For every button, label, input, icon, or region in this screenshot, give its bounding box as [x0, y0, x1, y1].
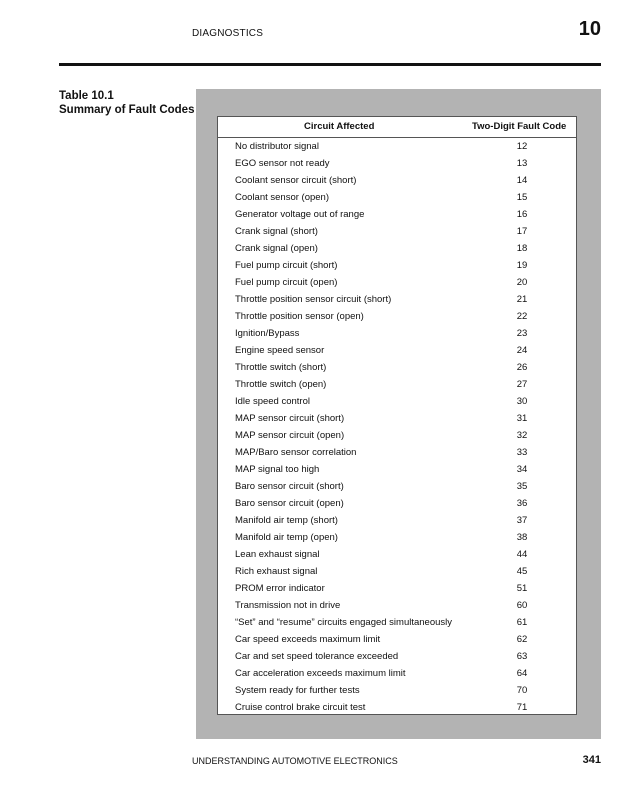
fault-code-cell: 26 — [516, 362, 528, 373]
circuit-cell: Baro sensor circuit (open) — [235, 498, 344, 509]
circuit-cell: Coolant sensor (open) — [235, 192, 329, 203]
table-row — [218, 291, 576, 308]
circuit-cell: Ignition/Bypass — [235, 328, 300, 339]
circuit-cell: MAP signal too high — [235, 464, 320, 475]
circuit-cell: Lean exhaust signal — [235, 549, 320, 560]
table-row — [218, 682, 576, 699]
table-row — [218, 699, 576, 716]
fault-code-cell: 20 — [516, 277, 528, 288]
circuit-cell: MAP sensor circuit (short) — [235, 413, 345, 424]
table-row — [218, 665, 576, 682]
page-number: 341 — [582, 754, 601, 766]
fault-code-cell: 14 — [516, 175, 528, 186]
table-row — [218, 580, 576, 597]
table-row — [218, 359, 576, 376]
circuit-cell: No distributor signal — [235, 141, 319, 152]
circuit-cell: EGO sensor not ready — [235, 158, 330, 169]
circuit-cell: Throttle position sensor (open) — [235, 311, 364, 322]
circuit-cell: PROM error indicator — [235, 583, 325, 594]
circuit-cell: Crank signal (short) — [235, 226, 318, 237]
fault-code-cell: 22 — [516, 311, 528, 322]
fault-code-cell: 13 — [516, 158, 528, 169]
table-row — [218, 648, 576, 665]
fault-code-cell: 60 — [516, 600, 528, 611]
circuit-cell: Transmission not in drive — [235, 600, 341, 611]
table-row — [218, 393, 576, 410]
table-row — [218, 563, 576, 580]
table-row — [218, 240, 576, 257]
fault-code-cell: 24 — [516, 345, 528, 356]
circuit-cell: Baro sensor circuit (short) — [235, 481, 344, 492]
table-row — [218, 155, 576, 172]
circuit-cell: “Set” and “resume” circuits engaged simultaneously — [235, 617, 453, 628]
fault-code-table — [217, 116, 577, 715]
table-row — [218, 529, 576, 546]
circuit-cell: Manifold air temp (short) — [235, 515, 338, 526]
fault-code-cell: 31 — [516, 413, 528, 424]
table-row — [218, 257, 576, 274]
running-head-title: DIAGNOSTICS — [192, 28, 264, 39]
circuit-cell: Crank signal (open) — [235, 243, 318, 254]
header-rule — [59, 63, 601, 66]
table-row — [218, 223, 576, 240]
circuit-cell: MAP sensor circuit (open) — [235, 430, 345, 441]
circuit-cell: Throttle position sensor circuit (short) — [235, 294, 392, 305]
table-body — [218, 137, 576, 716]
circuit-cell: System ready for further tests — [235, 685, 360, 696]
column-header-code: Two-Digit Fault Code — [472, 121, 567, 132]
fault-code-cell: 44 — [516, 549, 528, 560]
table-row — [218, 478, 576, 495]
table-row — [218, 597, 576, 614]
table-row — [218, 444, 576, 461]
fault-code-cell: 51 — [516, 583, 528, 594]
fault-code-cell: 33 — [516, 447, 528, 458]
fault-code-cell: 36 — [516, 498, 528, 509]
table-title: Summary of Fault Codes — [59, 104, 195, 116]
circuit-cell: Car acceleration exceeds maximum limit — [235, 668, 406, 679]
table-row — [218, 546, 576, 563]
circuit-cell: Fuel pump circuit (open) — [235, 277, 338, 288]
circuit-cell: Fuel pump circuit (short) — [235, 260, 338, 271]
table-row — [218, 308, 576, 325]
table-row — [218, 461, 576, 478]
chapter-number: 10 — [578, 18, 601, 40]
fault-code-cell: 38 — [516, 532, 528, 543]
fault-code-cell: 37 — [516, 515, 528, 526]
table-row — [218, 376, 576, 393]
fault-code-cell: 17 — [516, 226, 528, 237]
fault-code-cell: 61 — [516, 617, 528, 628]
fault-code-cell: 19 — [516, 260, 528, 271]
circuit-cell: Manifold air temp (open) — [235, 532, 338, 543]
table-row — [218, 342, 576, 359]
table-row — [218, 427, 576, 444]
table-row — [218, 614, 576, 631]
fault-code-cell: 15 — [516, 192, 528, 203]
table-row — [218, 206, 576, 223]
circuit-cell: Cruise control brake circuit test — [235, 702, 366, 713]
table-row — [218, 172, 576, 189]
fault-code-cell: 45 — [516, 566, 528, 577]
circuit-cell: Throttle switch (short) — [235, 362, 327, 373]
fault-code-cell: 32 — [516, 430, 528, 441]
fault-code-cell: 64 — [516, 668, 528, 679]
fault-code-cell: 71 — [516, 702, 528, 713]
column-header-circuit: Circuit Affected — [304, 121, 375, 132]
circuit-cell: Engine speed sensor — [235, 345, 325, 356]
circuit-cell: MAP/Baro sensor correlation — [235, 447, 357, 458]
fault-code-cell: 27 — [516, 379, 528, 390]
table-row — [218, 189, 576, 206]
fault-code-cell: 70 — [516, 685, 528, 696]
fault-code-cell: 35 — [516, 481, 528, 492]
table-row — [218, 495, 576, 512]
table-row — [218, 631, 576, 648]
table-row — [218, 274, 576, 291]
circuit-cell: Generator voltage out of range — [235, 209, 365, 220]
running-foot-title: UNDERSTANDING AUTOMOTIVE ELECTRONICS — [192, 756, 398, 766]
circuit-cell: Car and set speed tolerance exceeded — [235, 651, 399, 662]
table-row — [218, 512, 576, 529]
fault-code-cell: 23 — [516, 328, 528, 339]
table-row — [218, 138, 576, 155]
table-row — [218, 410, 576, 427]
fault-code-cell: 21 — [516, 294, 528, 305]
fault-code-cell: 34 — [516, 464, 528, 475]
circuit-cell: Rich exhaust signal — [235, 566, 318, 577]
table-caption — [59, 89, 194, 117]
fault-code-cell: 63 — [516, 651, 528, 662]
table-row — [218, 325, 576, 342]
fault-code-cell: 62 — [516, 634, 528, 645]
fault-code-cell: 30 — [516, 396, 528, 407]
fault-code-cell: 12 — [516, 141, 528, 152]
fault-code-cell: 16 — [516, 209, 528, 220]
circuit-cell: Throttle switch (open) — [235, 379, 327, 390]
circuit-cell: Car speed exceeds maximum limit — [235, 634, 381, 645]
table-number: Table 10.1 — [59, 90, 114, 102]
table-header-row — [218, 117, 576, 138]
circuit-cell: Coolant sensor circuit (short) — [235, 175, 357, 186]
circuit-cell: Idle speed control — [235, 396, 310, 407]
fault-code-cell: 18 — [516, 243, 528, 254]
